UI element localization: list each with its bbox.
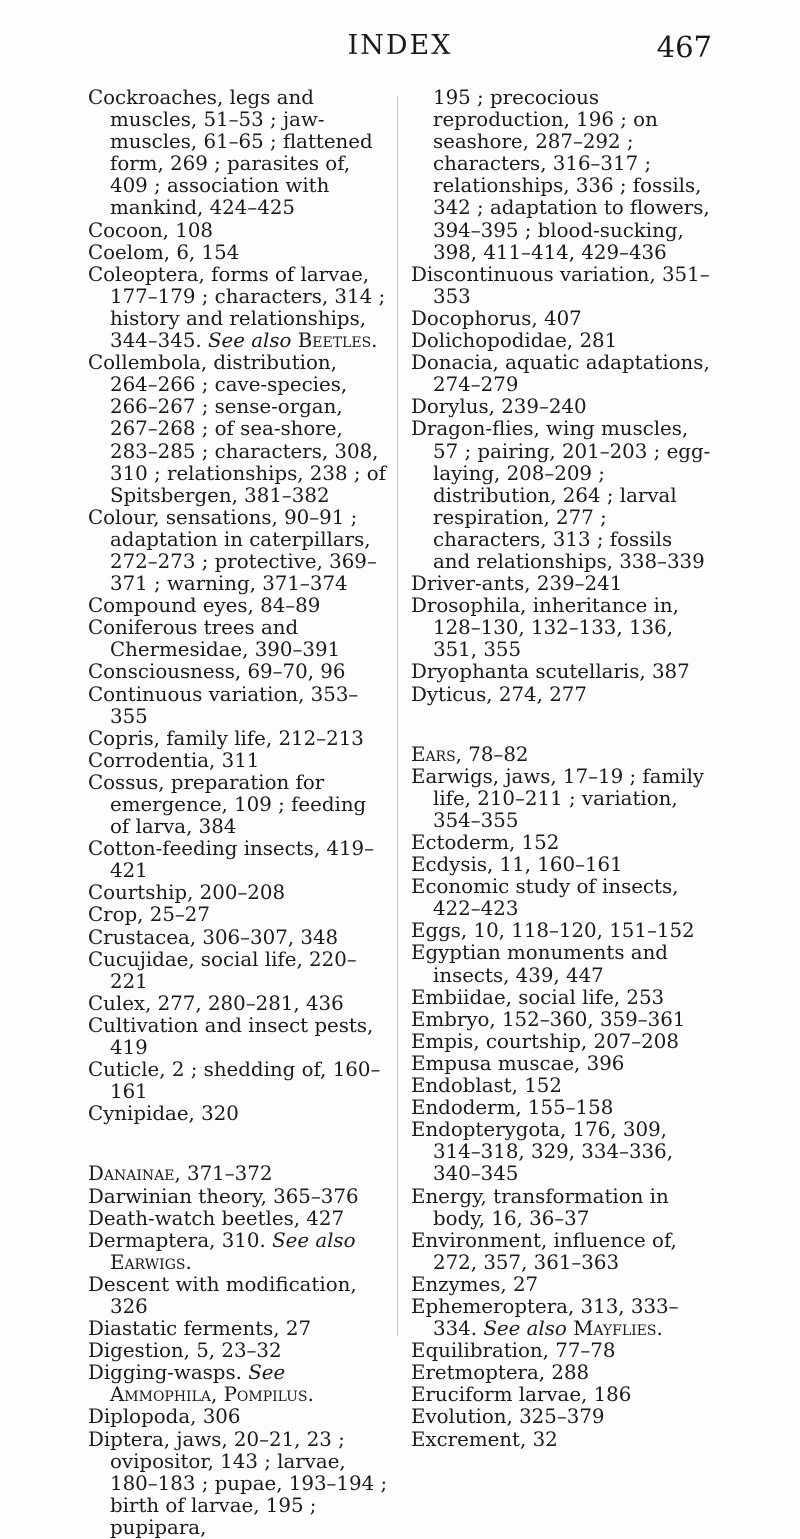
index-entry: Consciousness, 69–70, 96: [88, 660, 346, 684]
index-entry: Cocoon, 108: [88, 218, 214, 242]
index-entry: Environment, influence of, 272, 357, 361–363: [411, 1228, 677, 1274]
index-entry: Eretmoptera, 288: [411, 1361, 590, 1385]
index-entry: Energy, transformation in body, 16, 36–37: [411, 1184, 669, 1230]
page-title: INDEX: [347, 30, 453, 61]
index-entry: Egyptian monuments and insects, 439, 447: [411, 941, 668, 987]
index-entry: Economic study of insects, 422–423: [411, 875, 679, 921]
index-entry: Dermaptera, 310. See also Earwigs.: [88, 1228, 356, 1274]
index-entry: Darwinian theory, 365–376: [88, 1184, 359, 1208]
cross-reference-label: See also: [208, 329, 292, 353]
index-entry: Dorylus, 239–240: [411, 395, 587, 419]
index-entry: Endoderm, 155–158: [411, 1096, 614, 1120]
index-entry: Driver-ants, 239–241: [411, 572, 623, 596]
index-entry: Coleoptera, forms of larvae, 177–179 ; characters, 314 ; history and relationships, 344–345. See also Beetles.: [88, 262, 386, 353]
index-entry: Danainae, 371–372: [88, 1162, 273, 1186]
index-entry: Endoblast, 152: [411, 1074, 562, 1098]
page-header: [88, 30, 712, 70]
index-entry: Descent with modification, 326: [88, 1272, 357, 1318]
index-entry: Excrement, 32: [411, 1427, 558, 1451]
index-entry: Equilibration, 77–78: [411, 1339, 616, 1363]
index-entry: Copris, family life, 212–213: [88, 726, 364, 750]
index-entry: Cotton-feeding insects, 419–421: [88, 837, 375, 883]
index-entry: Cockroaches, legs and muscles, 51–53 ; jaw-muscles, 61–65 ; flattened form, 269 ; parasites of, 409 ; association with mankind, 424–425: [88, 86, 373, 220]
index-entry: Endopterygota, 176, 309, 314–318, 329, 334–336, 340–345: [411, 1118, 674, 1186]
index-entry: Empis, courtship, 207–208: [411, 1029, 679, 1053]
index-entry: Embryo, 152–360, 359–361: [411, 1007, 686, 1031]
index-entry: Collembola, distribution, 264–266 ; cave-species, 266–267 ; sense-organ, 267–268 ; of sea-shore, 283–285 ; characters, 308, 310 ; relationships, 238 ; of Spitsbergen, 381–382: [88, 351, 387, 507]
index-entry: Drosophila, inheritance in, 128–130, 132–133, 136, 351, 355: [411, 594, 679, 662]
index-entry: Corrodentia, 311: [88, 748, 260, 772]
index-entry: Donacia, aquatic adaptations, 274–279: [411, 351, 710, 397]
index-entry: Coelom, 6, 154: [88, 240, 240, 264]
index-entry: Cuticle, 2 ; shedding of, 160–161: [88, 1058, 381, 1104]
index-entry: Ears, 78–82: [411, 742, 529, 766]
index-entry: Crop, 25–27: [88, 903, 210, 927]
section-gap: [88, 1125, 388, 1163]
index-entry: Eruciform larvae, 186: [411, 1383, 632, 1407]
index-entry: Discontinuous variation, 351–353: [411, 262, 710, 308]
index-entry: Ephemeroptera, 313, 333–334. See also Mayflies.: [411, 1294, 679, 1341]
index-entry: Colour, sensations, 90–91 ; adaptation in caterpillars, 272–273 ; protective, 369–371 ; warning, 371–374: [88, 505, 377, 596]
index-entry: Cucujidae, social life, 220–221: [88, 947, 357, 993]
index-entry: Diptera, jaws, 20–21, 23 ; ovipositor, 143 ; larvae, 180–183 ; pupae, 193–194 ; birth of larvae, 195 ; pupipara,: [88, 1427, 388, 1539]
index-entry: Death-watch beetles, 427: [88, 1206, 345, 1230]
index-entry: Cynipidae, 320: [88, 1102, 239, 1126]
index-entry: Diplopoda, 306: [88, 1405, 241, 1429]
index-entry-continuation: 195 ; precocious reproduction, 196 ; on seashore, 287–292 ; characters, 316–317 ; relationships, 336 ; fossils, 342 ; adaptation to flowers, 394–395 ; blood-sucking, 398, 411–414, 429–436: [433, 86, 710, 264]
index-entry: Ectoderm, 152: [411, 831, 560, 854]
index-entry: Compound eyes, 84–89: [88, 594, 321, 618]
cross-reference-target: Ammophila, Pompilus.: [110, 1383, 314, 1407]
index-entry: Crustacea, 306–307, 348: [88, 925, 339, 949]
index-entry: Earwigs, jaws, 17–19 ; family life, 210–211 ; variation, 354–355: [411, 764, 705, 832]
index-entry: Dyticus, 274, 277: [411, 682, 587, 706]
index-entry: Coniferous trees and Chermesidae, 390–391: [88, 616, 341, 662]
index-entry: Docophorus, 407: [411, 306, 582, 330]
cross-reference-label: See: [248, 1361, 286, 1385]
cross-reference-label: See also: [272, 1228, 356, 1252]
index-column-left: [88, 87, 388, 1539]
cross-reference-label: See also: [483, 1317, 567, 1341]
index-entry: Embiidae, social life, 253: [411, 985, 665, 1009]
index-entry: Empusa muscae, 396: [411, 1051, 625, 1075]
index-entry: Continuous variation, 353–355: [88, 682, 359, 728]
column-divider: [397, 96, 398, 1336]
page-number: 467: [656, 30, 712, 64]
index-entry: Cossus, preparation for emergence, 109 ; feeding of larva, 384: [88, 770, 367, 839]
index-entry: Ecdysis, 11, 160–161: [411, 853, 623, 877]
index-entry: Dolichopodidae, 281: [411, 329, 618, 353]
index-entry: Culex, 277, 280–281, 436: [88, 991, 344, 1015]
section-gap: [411, 706, 711, 744]
cross-reference-target: Earwigs.: [110, 1250, 192, 1274]
index-entry: Enzymes, 27: [411, 1272, 539, 1296]
index-entry: Evolution, 325–379: [411, 1405, 605, 1429]
cross-reference-target: Beetles.: [297, 329, 378, 353]
index-entry: Eggs, 10, 118–120, 151–152: [411, 919, 695, 943]
cross-reference-target: Mayflies.: [573, 1317, 663, 1341]
index-entry: Digestion, 5, 23–32: [88, 1339, 282, 1363]
index-entry: Digging-wasps. See Ammophila, Pompilus.: [88, 1361, 314, 1407]
index-entry: Diastatic ferments, 27: [88, 1317, 312, 1341]
index-column-right: [411, 87, 711, 1451]
index-entry: Dryophanta scutellaris, 387: [411, 660, 690, 684]
index-entry: Cultivation and insect pests, 419: [88, 1013, 374, 1060]
index-entry: Dragon-flies, wing muscles, 57 ; pairing, 201–203 ; egg-laying, 208–209 ; distribution, 264 ; larval respiration, 277 ; characters, 313 ; fossils and relationships, 338–339: [411, 417, 711, 573]
index-entry: Courtship, 200–208: [88, 881, 286, 905]
